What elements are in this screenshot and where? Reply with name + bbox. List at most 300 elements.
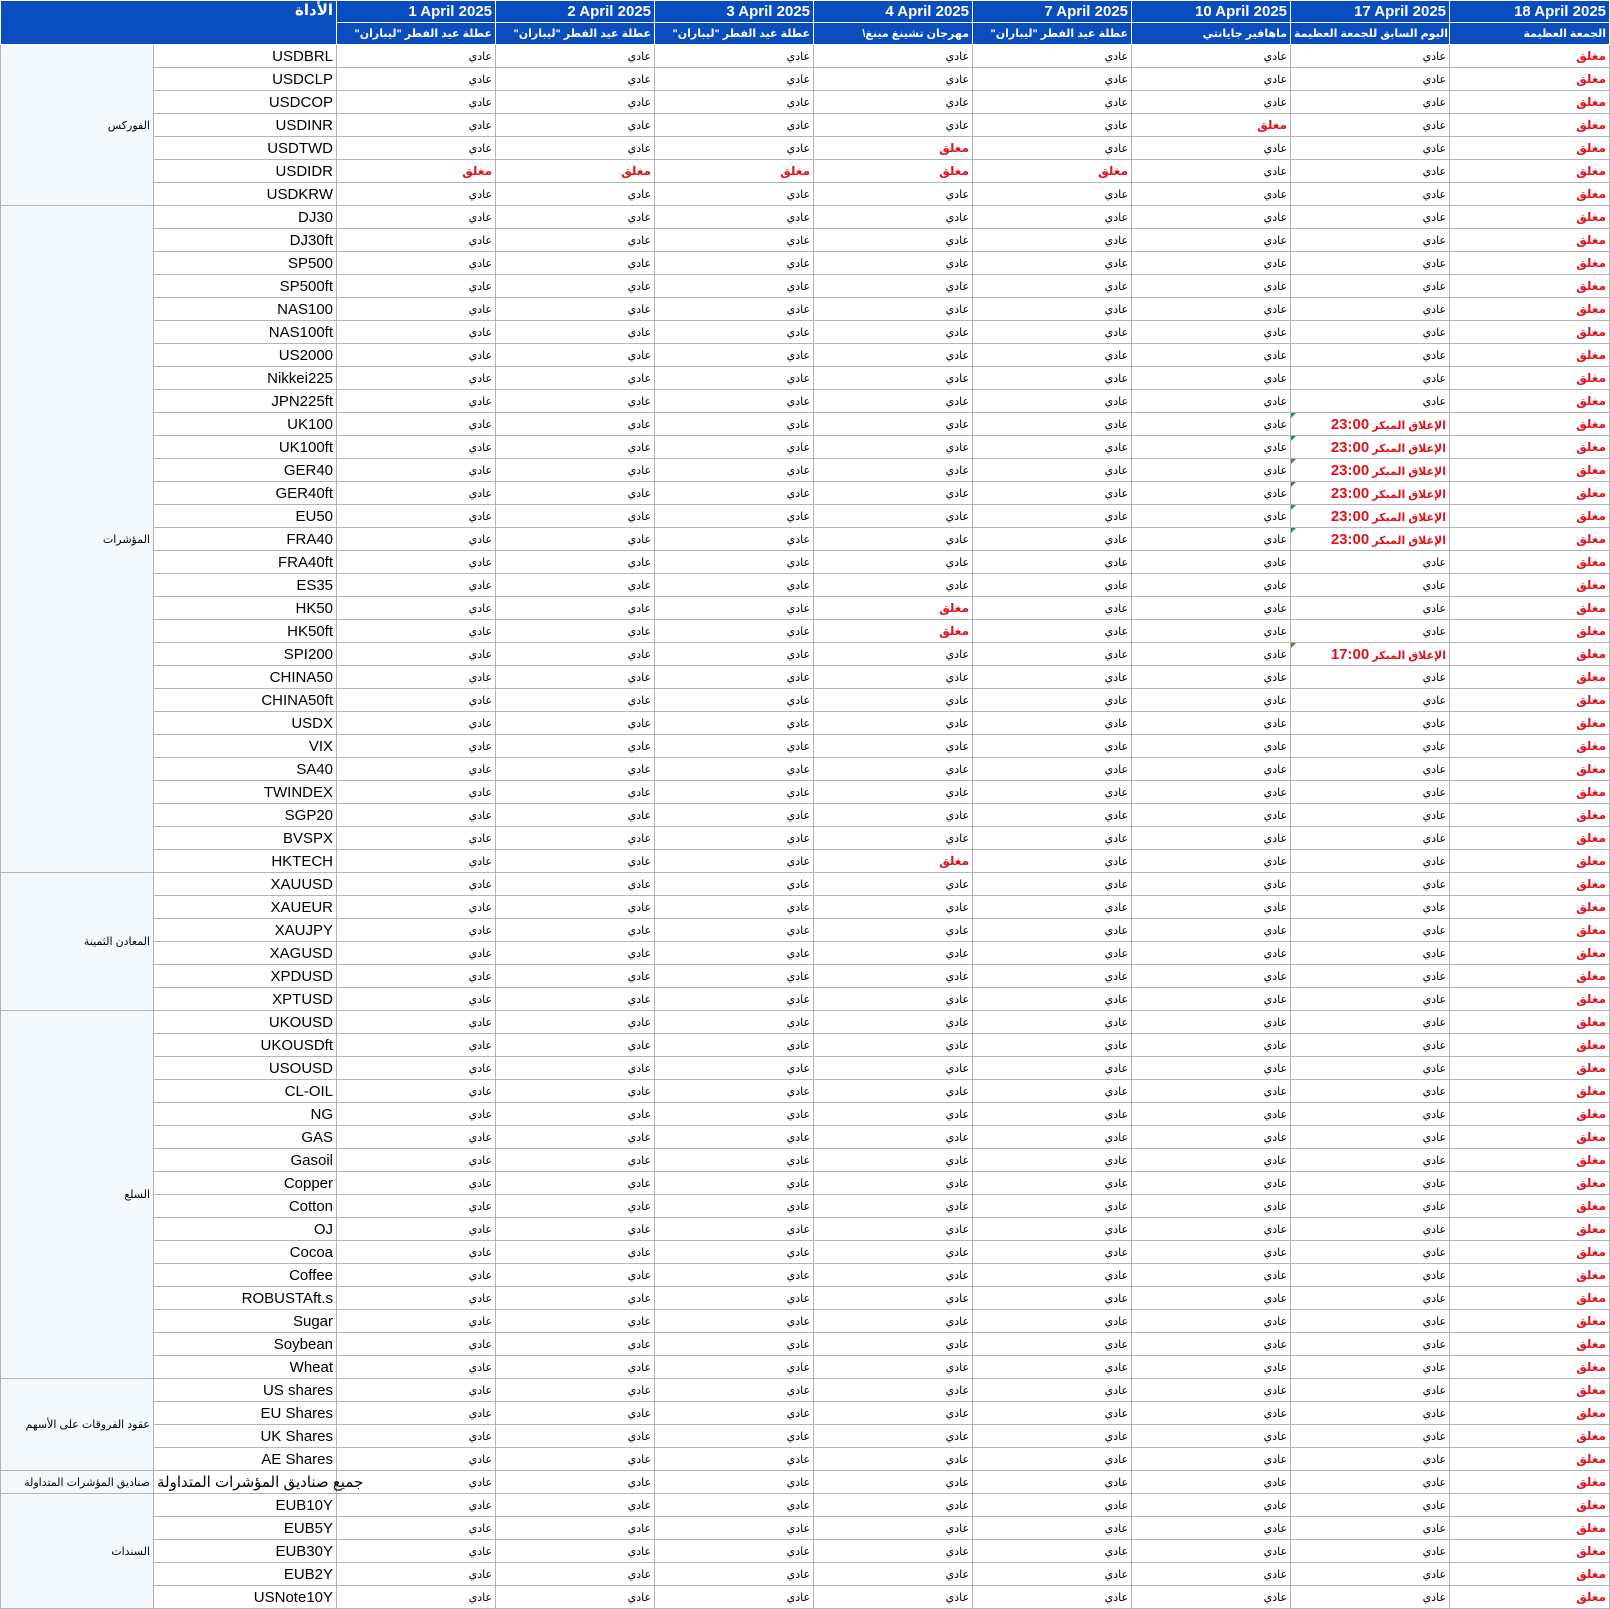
instrument-cell: HKTECH xyxy=(154,850,337,873)
status-normal-cell: عادي xyxy=(1132,1126,1291,1149)
status-normal-cell: عادي xyxy=(1291,1563,1450,1586)
status-normal-cell: عادي xyxy=(337,827,496,850)
instrument-cell: EUB2Y xyxy=(154,1563,337,1586)
status-normal-cell: عادي xyxy=(655,367,814,390)
status-normal-cell: عادي xyxy=(814,1563,973,1586)
status-normal-cell: عادي xyxy=(655,1011,814,1034)
table-row xyxy=(1,436,1610,459)
status-normal-cell: عادي xyxy=(973,919,1132,942)
status-normal-cell: عادي xyxy=(655,91,814,114)
instrument-cell: UK100ft xyxy=(154,436,337,459)
instrument-cell: HK50ft xyxy=(154,620,337,643)
status-normal-cell: عادي xyxy=(973,229,1132,252)
status-normal-cell: عادي xyxy=(973,873,1132,896)
status-early-close-cell xyxy=(1291,413,1450,436)
status-normal-cell: عادي xyxy=(655,896,814,919)
instrument-cell: ROBUSTAft.s xyxy=(154,1287,337,1310)
status-closed-cell: مغلق xyxy=(1450,1172,1610,1195)
status-normal-cell: عادي xyxy=(1132,942,1291,965)
table-row xyxy=(1,298,1610,321)
status-normal-cell: عادي xyxy=(973,528,1132,551)
status-normal-cell: عادي xyxy=(1291,804,1450,827)
instrument-cell: HK50 xyxy=(154,597,337,620)
status-normal-cell: عادي xyxy=(1132,528,1291,551)
status-normal-cell: عادي xyxy=(814,528,973,551)
status-normal-cell: عادي xyxy=(1291,1126,1450,1149)
status-normal-cell: عادي xyxy=(496,436,655,459)
status-early-close-cell xyxy=(1291,643,1450,666)
status-normal-cell: عادي xyxy=(337,1011,496,1034)
instrument-cell: CL-OIL xyxy=(154,1080,337,1103)
status-normal-cell: عادي xyxy=(1291,91,1450,114)
status-closed-cell: مغلق xyxy=(1450,1241,1610,1264)
date-header: 3 April 2025 xyxy=(655,1,814,23)
status-normal-cell: عادي xyxy=(337,1586,496,1609)
status-normal-cell: عادي xyxy=(973,344,1132,367)
table-row xyxy=(1,1540,1610,1563)
status-closed-cell: مغلق xyxy=(1132,114,1291,137)
status-normal-cell: عادي xyxy=(655,344,814,367)
status-closed-cell: مغلق xyxy=(1450,68,1610,91)
status-normal-cell: عادي xyxy=(814,1425,973,1448)
status-closed-cell: مغلق xyxy=(1450,1379,1610,1402)
status-normal-cell: عادي xyxy=(496,574,655,597)
table-row xyxy=(1,229,1610,252)
status-normal-cell: عادي xyxy=(655,137,814,160)
status-normal-cell: عادي xyxy=(337,1034,496,1057)
status-normal-cell: عادي xyxy=(1132,1310,1291,1333)
status-closed-cell: مغلق xyxy=(1450,1264,1610,1287)
status-normal-cell: عادي xyxy=(1291,574,1450,597)
status-normal-cell: عادي xyxy=(973,896,1132,919)
status-normal-cell: عادي xyxy=(1132,1379,1291,1402)
status-closed-cell: مغلق xyxy=(1450,1195,1610,1218)
status-normal-cell: عادي xyxy=(655,1586,814,1609)
status-normal-cell: عادي xyxy=(1132,597,1291,620)
instrument-cell: GER40ft xyxy=(154,482,337,505)
instrument-cell: Soybean xyxy=(154,1333,337,1356)
status-closed-cell: مغلق xyxy=(1450,275,1610,298)
status-normal-cell: عادي xyxy=(1132,620,1291,643)
status-normal-cell: عادي xyxy=(337,275,496,298)
instrument-cell: DJ30ft xyxy=(154,229,337,252)
instrument-cell: FRA40 xyxy=(154,528,337,551)
status-normal-cell: عادي xyxy=(1291,1080,1450,1103)
status-normal-cell: عادي xyxy=(1291,1356,1450,1379)
instrument-cell: SPI200 xyxy=(154,643,337,666)
status-normal-cell: عادي xyxy=(1132,45,1291,68)
event-header: "عطلة عيد الفطر "ليباران xyxy=(337,23,496,45)
instrument-cell: Sugar xyxy=(154,1310,337,1333)
status-normal-cell: عادي xyxy=(337,45,496,68)
status-normal-cell: عادي xyxy=(496,45,655,68)
status-normal-cell: عادي xyxy=(655,1218,814,1241)
status-normal-cell: عادي xyxy=(1291,666,1450,689)
table-row xyxy=(1,620,1610,643)
status-normal-cell: عادي xyxy=(1291,1241,1450,1264)
status-normal-cell: عادي xyxy=(496,712,655,735)
status-normal-cell: عادي xyxy=(337,1149,496,1172)
status-normal-cell: عادي xyxy=(496,919,655,942)
status-normal-cell: عادي xyxy=(814,574,973,597)
status-normal-cell: عادي xyxy=(1132,505,1291,528)
status-closed-cell: مغلق xyxy=(814,137,973,160)
status-closed-cell: مغلق xyxy=(1450,1333,1610,1356)
status-closed-cell: مغلق xyxy=(1450,45,1610,68)
status-normal-cell: عادي xyxy=(973,1241,1132,1264)
status-closed-cell: مغلق xyxy=(1450,781,1610,804)
status-closed-cell: مغلق xyxy=(1450,1586,1610,1609)
instrument-cell: NAS100ft xyxy=(154,321,337,344)
status-normal-cell: عادي xyxy=(1132,91,1291,114)
status-closed-cell: مغلق xyxy=(1450,1402,1610,1425)
status-normal-cell: عادي xyxy=(337,1126,496,1149)
status-normal-cell: عادي xyxy=(655,1425,814,1448)
status-normal-cell: عادي xyxy=(1291,1103,1450,1126)
status-normal-cell: عادي xyxy=(814,666,973,689)
status-normal-cell: عادي xyxy=(337,183,496,206)
status-normal-cell: عادي xyxy=(1291,1517,1450,1540)
status-normal-cell: عادي xyxy=(973,1402,1132,1425)
date-header: 18 April 2025 xyxy=(1450,1,1610,23)
status-closed-cell: مغلق xyxy=(1450,206,1610,229)
status-closed-cell: مغلق xyxy=(1450,91,1610,114)
table-row xyxy=(1,528,1610,551)
status-normal-cell: عادي xyxy=(496,1218,655,1241)
status-closed-cell: مغلق xyxy=(1450,482,1610,505)
instrument-cell: USNote10Y xyxy=(154,1586,337,1609)
status-normal-cell: عادي xyxy=(973,1379,1132,1402)
status-normal-cell: عادي xyxy=(655,1402,814,1425)
status-normal-cell: عادي xyxy=(814,1356,973,1379)
status-normal-cell: عادي xyxy=(1291,896,1450,919)
status-normal-cell: عادي xyxy=(655,45,814,68)
instrument-cell: SA40 xyxy=(154,758,337,781)
status-closed-cell: مغلق xyxy=(1450,643,1610,666)
instrument-cell: TWINDEX xyxy=(154,781,337,804)
status-normal-cell: عادي xyxy=(973,781,1132,804)
status-normal-cell: عادي xyxy=(337,1080,496,1103)
status-normal-cell: عادي xyxy=(1291,321,1450,344)
status-normal-cell: عادي xyxy=(655,229,814,252)
instrument-cell: US shares xyxy=(154,1379,337,1402)
status-normal-cell: عادي xyxy=(496,988,655,1011)
status-normal-cell: عادي xyxy=(814,1402,973,1425)
status-normal-cell: عادي xyxy=(1132,367,1291,390)
status-closed-cell: مغلق xyxy=(1450,1356,1610,1379)
status-normal-cell: عادي xyxy=(337,712,496,735)
table-row xyxy=(1,896,1610,919)
status-normal-cell: عادي xyxy=(1291,1402,1450,1425)
status-closed-cell: مغلق xyxy=(655,160,814,183)
table-row xyxy=(1,321,1610,344)
table-row xyxy=(1,1241,1610,1264)
status-normal-cell: عادي xyxy=(1132,321,1291,344)
early-close-time: 23:00 xyxy=(1330,415,1370,433)
instrument-cell: SP500 xyxy=(154,252,337,275)
status-normal-cell: عادي xyxy=(655,1310,814,1333)
status-closed-cell: مغلق xyxy=(1450,735,1610,758)
status-closed-cell: مغلق xyxy=(1450,1310,1610,1333)
instrument-cell: XPTUSD xyxy=(154,988,337,1011)
event-header: "عطلة عيد الفطر "ليباران xyxy=(973,23,1132,45)
status-normal-cell: عادي xyxy=(973,551,1132,574)
status-normal-cell: عادي xyxy=(973,643,1132,666)
status-normal-cell: عادي xyxy=(337,758,496,781)
table-row xyxy=(1,1471,1610,1494)
status-closed-cell: مغلق xyxy=(1450,827,1610,850)
status-normal-cell: عادي xyxy=(1291,758,1450,781)
table-row xyxy=(1,1333,1610,1356)
table-row xyxy=(1,160,1610,183)
status-normal-cell: عادي xyxy=(814,459,973,482)
table-row xyxy=(1,574,1610,597)
status-normal-cell: عادي xyxy=(1291,827,1450,850)
status-closed-cell: مغلق xyxy=(1450,804,1610,827)
table-row xyxy=(1,459,1610,482)
status-normal-cell: عادي xyxy=(973,850,1132,873)
status-closed-cell: مغلق xyxy=(1450,390,1610,413)
table-row xyxy=(1,114,1610,137)
instrument-cell: OJ xyxy=(154,1218,337,1241)
status-normal-cell: عادي xyxy=(337,436,496,459)
status-normal-cell: عادي xyxy=(1132,1586,1291,1609)
category-cell: السندات xyxy=(1,1494,154,1609)
status-normal-cell: عادي xyxy=(337,1540,496,1563)
status-normal-cell: عادي xyxy=(655,413,814,436)
status-early-close-cell xyxy=(1291,528,1450,551)
status-normal-cell: عادي xyxy=(337,1402,496,1425)
status-normal-cell: عادي xyxy=(1132,298,1291,321)
status-normal-cell: عادي xyxy=(973,1057,1132,1080)
table-row xyxy=(1,1218,1610,1241)
status-normal-cell: عادي xyxy=(1132,1034,1291,1057)
status-normal-cell: عادي xyxy=(337,919,496,942)
status-closed-cell: مغلق xyxy=(1450,1126,1610,1149)
status-normal-cell: عادي xyxy=(814,91,973,114)
status-closed-cell: مغلق xyxy=(1450,919,1610,942)
table-row xyxy=(1,1517,1610,1540)
table-row xyxy=(1,137,1610,160)
status-normal-cell: عادي xyxy=(1132,1057,1291,1080)
category-cell: الفوركس xyxy=(1,45,154,206)
status-closed-cell: مغلق xyxy=(1450,1080,1610,1103)
status-early-close-cell xyxy=(1291,459,1450,482)
status-normal-cell: عادي xyxy=(655,643,814,666)
status-normal-cell: عادي xyxy=(337,896,496,919)
status-normal-cell: عادي xyxy=(973,275,1132,298)
status-normal-cell: عادي xyxy=(1132,1402,1291,1425)
instrument-cell: UK100 xyxy=(154,413,337,436)
status-normal-cell: عادي xyxy=(814,1149,973,1172)
instrument-cell: NAS100 xyxy=(154,298,337,321)
status-closed-cell: مغلق xyxy=(1450,459,1610,482)
status-normal-cell: عادي xyxy=(337,505,496,528)
status-normal-cell: عادي xyxy=(496,735,655,758)
status-normal-cell: عادي xyxy=(1291,919,1450,942)
table-row xyxy=(1,1103,1610,1126)
status-closed-cell: مغلق xyxy=(1450,1011,1610,1034)
status-normal-cell: عادي xyxy=(496,1379,655,1402)
status-normal-cell: عادي xyxy=(814,735,973,758)
status-closed-cell: مغلق xyxy=(337,160,496,183)
status-normal-cell: عادي xyxy=(1132,68,1291,91)
status-normal-cell: عادي xyxy=(814,68,973,91)
status-normal-cell: عادي xyxy=(1291,68,1450,91)
status-normal-cell: عادي xyxy=(814,275,973,298)
instrument-cell: USDCLP xyxy=(154,68,337,91)
status-normal-cell: عادي xyxy=(814,367,973,390)
status-normal-cell: عادي xyxy=(973,1333,1132,1356)
status-normal-cell: عادي xyxy=(973,597,1132,620)
status-closed-cell: مغلق xyxy=(1450,597,1610,620)
status-normal-cell: عادي xyxy=(973,1172,1132,1195)
status-normal-cell: عادي xyxy=(1291,1586,1450,1609)
status-normal-cell: عادي xyxy=(496,137,655,160)
status-normal-cell: عادي xyxy=(496,1402,655,1425)
event-header: "عطلة عيد الفطر "ليباران xyxy=(496,23,655,45)
table-row xyxy=(1,1080,1610,1103)
status-normal-cell: عادي xyxy=(1291,689,1450,712)
status-normal-cell: عادي xyxy=(496,1586,655,1609)
instrument-cell: XAGUSD xyxy=(154,942,337,965)
status-normal-cell: عادي xyxy=(496,1563,655,1586)
status-normal-cell: عادي xyxy=(1291,275,1450,298)
status-normal-cell: عادي xyxy=(337,1517,496,1540)
event-header: "عطلة عيد الفطر "ليباران xyxy=(655,23,814,45)
status-normal-cell: عادي xyxy=(337,252,496,275)
status-normal-cell: عادي xyxy=(655,988,814,1011)
instrument-cell: USOUSD xyxy=(154,1057,337,1080)
status-normal-cell: عادي xyxy=(337,597,496,620)
status-normal-cell: عادي xyxy=(1291,183,1450,206)
status-normal-cell: عادي xyxy=(337,298,496,321)
status-normal-cell: عادي xyxy=(973,459,1132,482)
table-row xyxy=(1,1356,1610,1379)
status-normal-cell: عادي xyxy=(1291,344,1450,367)
status-normal-cell: عادي xyxy=(973,804,1132,827)
status-normal-cell: عادي xyxy=(496,551,655,574)
status-normal-cell: عادي xyxy=(814,229,973,252)
event-header: \مهرجان تشينغ مينغ xyxy=(814,23,973,45)
status-normal-cell: عادي xyxy=(1132,1172,1291,1195)
status-closed-cell: مغلق xyxy=(814,597,973,620)
status-normal-cell: عادي xyxy=(1291,45,1450,68)
table-row xyxy=(1,390,1610,413)
status-normal-cell: عادي xyxy=(814,1057,973,1080)
status-normal-cell: عادي xyxy=(1291,1264,1450,1287)
status-normal-cell: عادي xyxy=(814,919,973,942)
status-normal-cell: عادي xyxy=(1291,781,1450,804)
status-normal-cell: عادي xyxy=(337,413,496,436)
status-normal-cell: عادي xyxy=(655,206,814,229)
status-normal-cell: عادي xyxy=(1132,390,1291,413)
status-normal-cell: عادي xyxy=(1132,183,1291,206)
early-close-time: 23:00 xyxy=(1330,530,1370,548)
status-normal-cell: عادي xyxy=(337,344,496,367)
status-normal-cell: عادي xyxy=(1291,1034,1450,1057)
status-normal-cell: عادي xyxy=(1291,735,1450,758)
status-normal-cell: عادي xyxy=(973,1425,1132,1448)
status-normal-cell: عادي xyxy=(1291,712,1450,735)
status-normal-cell: عادي xyxy=(337,1471,496,1494)
status-normal-cell: عادي xyxy=(973,1080,1132,1103)
early-close-label: الإغلاق المبكر xyxy=(1372,534,1447,547)
status-closed-cell: مغلق xyxy=(1450,413,1610,436)
status-normal-cell: عادي xyxy=(973,666,1132,689)
status-normal-cell: عادي xyxy=(1132,689,1291,712)
status-normal-cell: عادي xyxy=(496,1471,655,1494)
date-header: 17 April 2025 xyxy=(1291,1,1450,23)
status-normal-cell: عادي xyxy=(496,827,655,850)
early-close-time: 23:00 xyxy=(1330,507,1370,525)
instrument-cell: USDIDR xyxy=(154,160,337,183)
status-normal-cell: عادي xyxy=(655,574,814,597)
status-normal-cell: عادي xyxy=(496,390,655,413)
status-normal-cell: عادي xyxy=(973,758,1132,781)
status-normal-cell: عادي xyxy=(1291,1425,1450,1448)
instrument-cell: GER40 xyxy=(154,459,337,482)
instrument-cell: UK Shares xyxy=(154,1425,337,1448)
status-normal-cell: عادي xyxy=(337,1195,496,1218)
status-normal-cell: عادي xyxy=(496,206,655,229)
status-normal-cell: عادي xyxy=(814,942,973,965)
status-normal-cell: عادي xyxy=(973,1011,1132,1034)
status-normal-cell: عادي xyxy=(337,1333,496,1356)
status-normal-cell: عادي xyxy=(655,1471,814,1494)
status-normal-cell: عادي xyxy=(655,114,814,137)
status-normal-cell: عادي xyxy=(973,413,1132,436)
status-normal-cell: عادي xyxy=(655,781,814,804)
instrument-cell: USDCOP xyxy=(154,91,337,114)
status-normal-cell: عادي xyxy=(814,1034,973,1057)
table-row xyxy=(1,643,1610,666)
status-normal-cell: عادي xyxy=(655,275,814,298)
instrument-cell: JPN225ft xyxy=(154,390,337,413)
status-closed-cell: مغلق xyxy=(1450,183,1610,206)
status-normal-cell: عادي xyxy=(496,1264,655,1287)
instrument-column-header: الأداة xyxy=(1,1,337,45)
status-normal-cell: عادي xyxy=(814,965,973,988)
status-normal-cell: عادي xyxy=(973,574,1132,597)
status-normal-cell: عادي xyxy=(496,942,655,965)
status-normal-cell: عادي xyxy=(814,436,973,459)
status-normal-cell: عادي xyxy=(496,804,655,827)
status-normal-cell: عادي xyxy=(973,1494,1132,1517)
status-normal-cell: عادي xyxy=(1291,229,1450,252)
status-normal-cell: عادي xyxy=(973,1287,1132,1310)
status-normal-cell: عادي xyxy=(973,1264,1132,1287)
early-close-label: الإغلاق المبكر xyxy=(1372,488,1447,501)
status-normal-cell: عادي xyxy=(655,1057,814,1080)
status-normal-cell: عادي xyxy=(496,643,655,666)
category-cell: المعادن الثمينة xyxy=(1,873,154,1011)
status-normal-cell: عادي xyxy=(814,183,973,206)
status-closed-cell: مغلق xyxy=(814,850,973,873)
status-normal-cell: عادي xyxy=(1132,781,1291,804)
instrument-cell: AE Shares xyxy=(154,1448,337,1471)
table-row xyxy=(1,1264,1610,1287)
status-normal-cell: عادي xyxy=(655,666,814,689)
status-normal-cell: عادي xyxy=(1291,1287,1450,1310)
status-normal-cell: عادي xyxy=(814,1517,973,1540)
status-closed-cell: مغلق xyxy=(973,160,1132,183)
instrument-cell: FRA40ft xyxy=(154,551,337,574)
instrument-cell: EUB5Y xyxy=(154,1517,337,1540)
header-date-row xyxy=(1,1,1610,23)
status-normal-cell: عادي xyxy=(1132,206,1291,229)
table-row xyxy=(1,206,1610,229)
